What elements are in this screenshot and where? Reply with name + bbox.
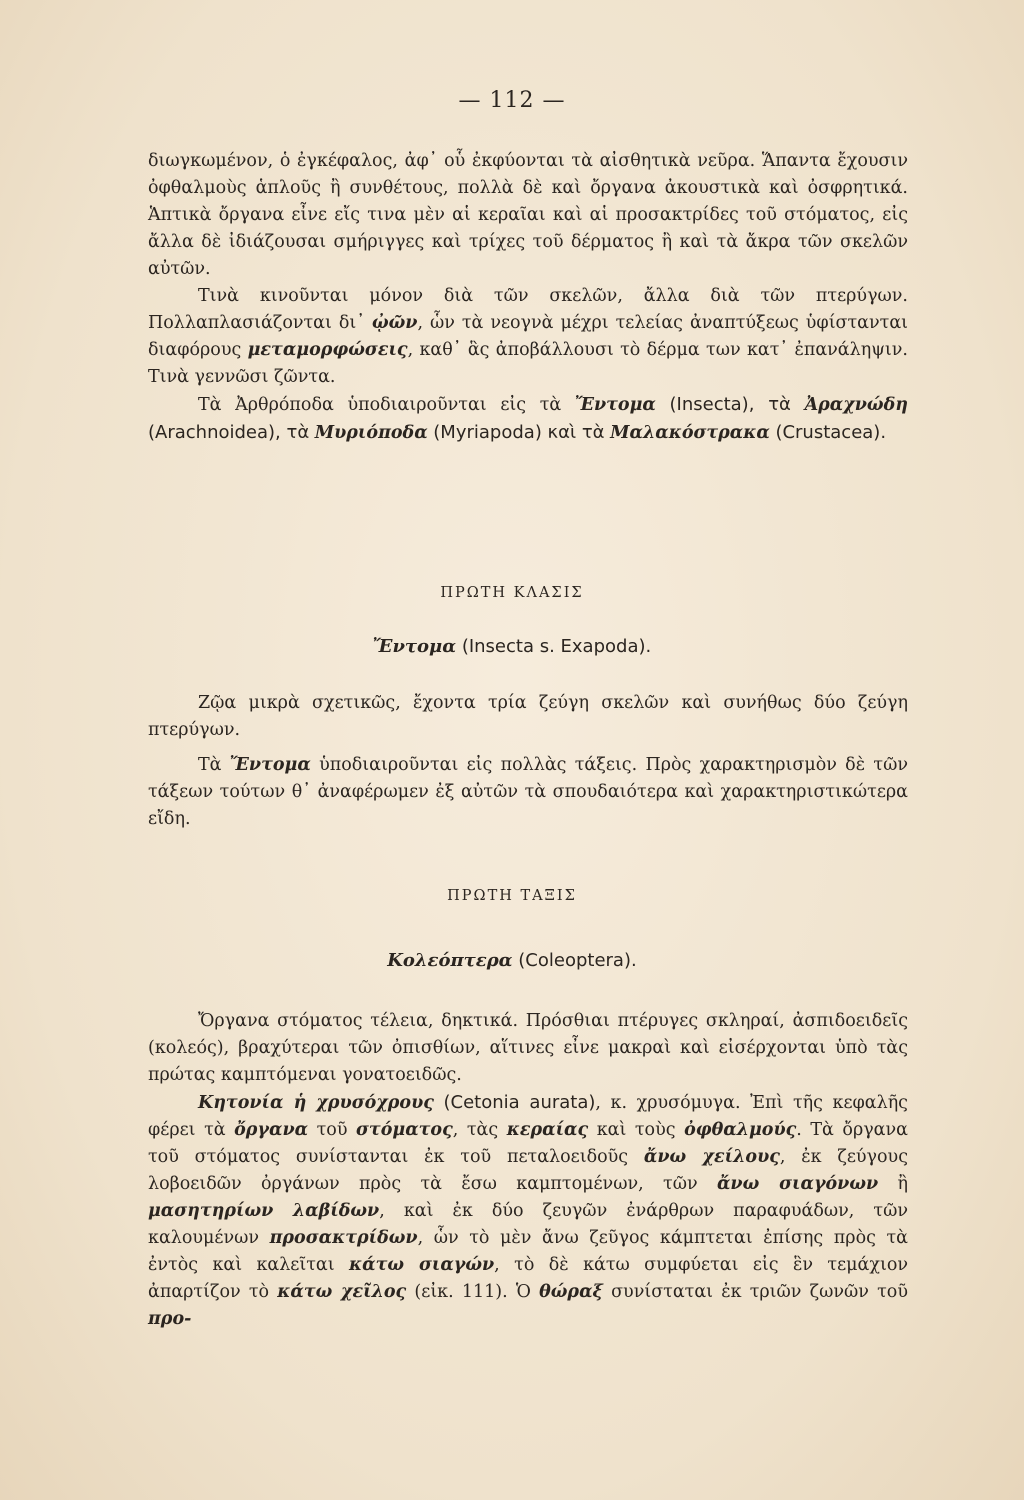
coleoptera-text-block bbox=[148, 1008, 908, 1333]
order-title: Κολεόπτερα (Coleoptera). bbox=[387, 950, 637, 971]
intro-text-block bbox=[148, 148, 908, 447]
paragraph-insect-orders: Τὰ Ἔντομα ὑποδιαιροῦνται εἰς πολλὰς τάξεις. Πρὸς χαρακτηρισμὸν δὲ τῶν τάξεων τούτων θ᾽ ἀναφέρωμεν ἐξ αὐτῶν τὰ σπουδαιότερα καὶ χαρακτηριστικώτερα εἴδη. bbox=[148, 755, 908, 829]
paragraph-senses: διωγκωμένον, ὁ ἐγκέφαλος, ἀφ᾽ οὗ ἐκφύονται τὰ αἰσθητικὰ νεῦρα. Ἅπαντα ἔχουσιν ὀφθαλμοὺς ἁπλοῦς ἢ συνθέτους, πολλὰ δὲ καὶ ὄργανα ἀκουστικὰ καὶ ὀσφρητικά. Ἁπτικὰ ὄργανα εἶνε εἴς τινα μὲν αἱ κεραῖαι καὶ αἱ προσακτρίδες τοῦ στόματος, εἰς ἄλλα δὲ ἰδιάζουσαι σμήριγγες καὶ τρίχες τοῦ δέρματος ἢ καὶ τὰ ἄκρα τῶν σκελῶν αὐτῶν. bbox=[148, 151, 908, 279]
paragraph-subdivisions: Τὰ Ἀρθρόποδα ὑποδιαιροῦνται εἰς τὰ Ἔντομα (Insecta), τὰ Ἀραχνώδη (Arachnoidea), τὰ Μυριόποδα (Myriapoda) καὶ τὰ Μαλακόστρακα (Crustacea). bbox=[148, 394, 908, 443]
insects-text-block bbox=[148, 690, 908, 833]
paragraph-cetonia: Κητονία ἡ χρυσόχρους (Cetonia aurata), κ. χρυσόμυγα. Ἐπὶ τῆς κεφαλῆς φέρει τὰ ὄργανα τοῦ στόματος, τὰς κεραίας καὶ τοὺς ὀφθαλμούς. Τὰ ὄργανα τοῦ στόματος συνίστανται ἐκ τοῦ πεταλοειδοῦς ἄνω χείλους, ἐκ ζεύγους λοβοειδῶν ὀργάνων πρὸς τὰ ἔσω καμπτομένων, τῶν ἄνω σιαγόνων ἢ μασητηρίων λαβίδων, καὶ ἐκ δύο ζευγῶν ἐνάρθρων παραφυάδων, τῶν καλουμένων προσακτρίδων, ὧν τὸ μὲν ἄνω ζεῦγος κάμπτεται ἐπίσης πρὸς τὰ ἐντὸς καὶ καλεῖται κάτω σιαγών, τὸ δὲ κάτω συμφύεται εἰς ἓν τεμάχιον ἀπαρτίζον τὸ κάτω χεῖλος (εἰκ. 111). Ὁ θώραξ συνίσταται ἐκ τριῶν ζωνῶν τοῦ προ- bbox=[148, 1092, 908, 1329]
order-heading: ΠΡΩΤΗ ΤΑΞΙΣ bbox=[447, 888, 577, 904]
page-number: — 112 — bbox=[458, 88, 566, 113]
paragraph-coleoptera-definition: Ὄργανα στόματος τέλεια, δηκτικά. Πρόσθιαι πτέρυγες σκληραί, ἀσπιδοειδεῖς (κολεός), βραχύτεραι τῶν ὀπισθίων, αἵτινες εἶνε μακραὶ καὶ εἰσέρχονται ὑπὸ τὰς πρώτας καμπτόμεναι γονατοειδῶς. bbox=[148, 1011, 908, 1085]
paragraph-insects-definition: Ζῷα μικρὰ σχετικῶς, ἔχοντα τρία ζεύγη σκελῶν καὶ συνήθως δύο ζεύγη πτερύγων. bbox=[148, 693, 908, 740]
class-title: Ἔντομα (Insecta s. Exapoda). bbox=[372, 636, 652, 657]
class-heading: ΠΡΩΤΗ ΚΛΑΣΙΣ bbox=[440, 585, 584, 601]
paragraph-locomotion: Τινὰ κινοῦνται μόνον διὰ τῶν σκελῶν, ἄλλα διὰ τῶν πτερύγων. Πολλαπλασιάζονται δι᾽ ᾠῶν, ὧν τὰ νεογνὰ μέχρι τελείας ἀναπτύξεως ὑφίστανται διαφόρους μεταμορφώσεις, καθ᾽ ἃς ἀποβάλλουσι τὸ δέρμα των κατ᾽ ἐπανάληψιν. Τινὰ γεννῶσι ζῶντα. bbox=[148, 286, 908, 387]
